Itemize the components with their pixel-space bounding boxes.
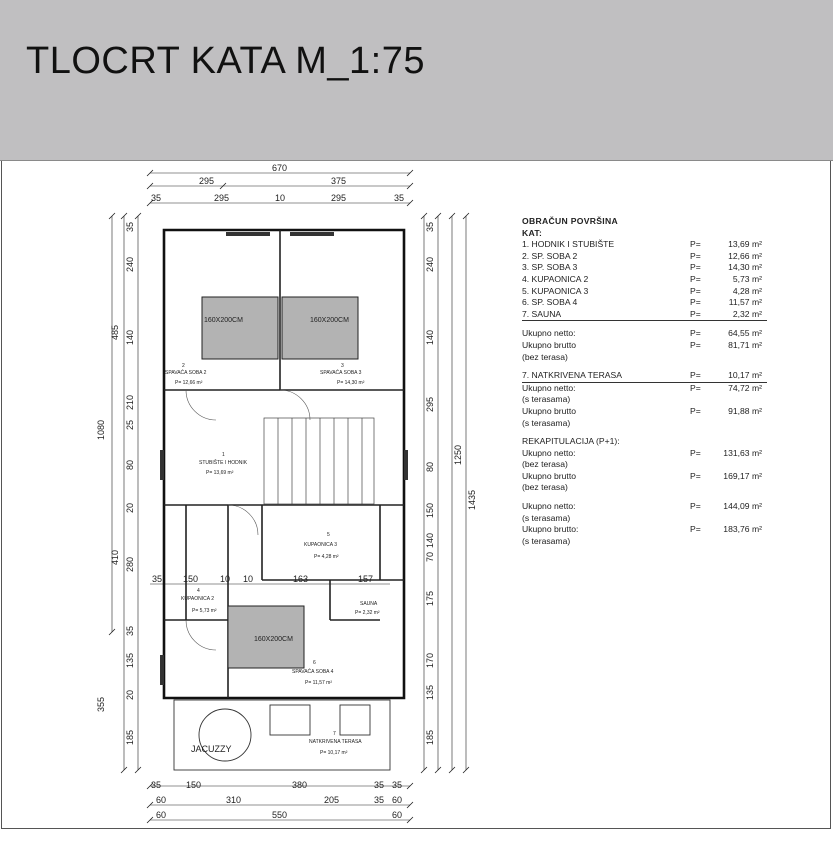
row-value: 5,73 m² — [732, 273, 762, 284]
dim-left-detail-9: 35 — [125, 625, 135, 636]
table-row — [522, 501, 767, 513]
dim-left-detail-7: 20 — [125, 502, 135, 513]
row-value: 131,63 m² — [723, 447, 762, 458]
row-label: Ukupno brutto — [522, 405, 576, 416]
dim-inner-2: 150 — [183, 574, 199, 584]
table-gap — [522, 494, 767, 501]
dim-left-detail-8: 280 — [125, 556, 135, 572]
dim-right-detail-9: 175 — [425, 590, 435, 606]
dim-left-mid-1: 485 — [110, 324, 120, 340]
row-p: P= — [690, 370, 701, 381]
jacuzzi-label: JACUZZY — [191, 744, 232, 754]
row-label: 3. SP. SOBA 3 — [522, 262, 578, 273]
row-label: (s terasama) — [522, 394, 571, 405]
dim-bottom-mid-5: 60 — [392, 795, 403, 805]
dim-right-detail-4: 295 — [425, 396, 435, 412]
row-label: Ukupno brutto: — [522, 524, 579, 535]
row-label: Ukupno netto: — [522, 382, 576, 393]
row-p: P= — [690, 250, 701, 261]
dim-left-detail-10: 135 — [125, 652, 135, 668]
row-label: Ukupno netto: — [522, 447, 576, 458]
row-p: P= — [690, 285, 701, 296]
row-p: P= — [690, 470, 701, 481]
room-name: SPAVAĆA SOBA 4 — [292, 669, 334, 675]
dim-left-detail-5: 25 — [125, 419, 135, 430]
dim-right-detail-2: 240 — [425, 256, 435, 272]
row-p: P= — [690, 308, 701, 319]
row-value: 11,57 m² — [728, 297, 762, 308]
dim-bottom-total-1: 60 — [156, 810, 167, 820]
dim-left-mid-3: 355 — [96, 696, 106, 712]
row-label: 7. SAUNA — [522, 308, 562, 319]
dim-inner-4: 10 — [243, 574, 254, 584]
dim-left-detail-6: 80 — [125, 459, 135, 470]
room-name: SPAVAĆA SOBA 2 — [165, 370, 207, 376]
bed-label-2: 160X200CM — [310, 317, 349, 324]
row-value: 13,69 m² — [728, 239, 762, 250]
row-p: P= — [690, 339, 701, 350]
table-row — [522, 274, 767, 286]
table-row — [522, 536, 767, 548]
row-value: 91,88 m² — [728, 405, 762, 416]
area-table-subheading: KAT: — [522, 227, 543, 238]
row-p: P= — [690, 524, 701, 535]
table-row — [522, 524, 767, 536]
dim-inner-3: 10 — [220, 574, 231, 584]
room-area: P= 11,57 m² — [305, 680, 333, 686]
row-label: (bez terasa) — [522, 459, 568, 470]
room-name: NATKRIVENA TERASA — [309, 739, 362, 745]
room-name: KUPAONICA 2 — [181, 596, 214, 602]
row-label: 6. SP. SOBA 4 — [522, 297, 578, 308]
dim-right-detail-3: 140 — [425, 329, 435, 345]
row-value: 10,17 m² — [728, 370, 762, 381]
row-label: 2. SP. SOBA 2 — [522, 250, 578, 261]
dim-bottom-mid-4: 35 — [374, 795, 385, 805]
dim-left-total: 1080 — [96, 419, 106, 440]
dim-right-detail-7: 140 — [425, 532, 435, 548]
room-name: STUBIŠTE I HODNIK — [199, 460, 248, 466]
row-label: Ukupno brutto — [522, 470, 576, 481]
dim-bottom-detail-3: 380 — [292, 780, 308, 790]
table-gap — [522, 321, 767, 328]
room-number: 3 — [341, 363, 344, 369]
table-row — [522, 459, 767, 471]
dim-top-detail-5: 35 — [394, 193, 405, 203]
page-title: TLOCRT KATA M_1:75 — [26, 40, 426, 82]
room-name: KUPAONICA 3 — [304, 542, 337, 548]
row-value: 12,66 m² — [728, 250, 762, 261]
row-label: 5. KUPAONICA 3 — [522, 285, 589, 296]
row-label: (s terasama) — [522, 417, 571, 428]
dim-bottom-mid-3: 205 — [324, 795, 340, 805]
dim-bottom-mid-1: 60 — [156, 795, 167, 805]
dim-inner-5: 163 — [293, 574, 309, 584]
dim-right-total: 1435 — [467, 489, 477, 510]
table-row — [522, 383, 767, 395]
dim-left-detail-4: 210 — [125, 394, 135, 410]
row-value: 14,30 m² — [728, 262, 762, 273]
dim-right-detail-11: 135 — [425, 684, 435, 700]
row-label: 4. KUPAONICA 2 — [522, 273, 589, 284]
table-row — [522, 471, 767, 483]
dim-right-detail-5: 80 — [425, 461, 435, 472]
dim-right-detail-6: 150 — [425, 502, 435, 518]
room-name: SPAVAĆA SOBA 3 — [320, 370, 362, 376]
room-number: 2 — [182, 363, 185, 369]
row-value: 74,72 m² — [728, 382, 762, 393]
table-row — [522, 394, 767, 406]
dim-bottom-mid-2: 310 — [226, 795, 242, 805]
table-row — [522, 309, 767, 322]
row-label: (s terasama) — [522, 512, 571, 523]
table-row — [522, 448, 767, 460]
dim-bottom-detail-1: 35 — [151, 780, 162, 790]
terrace-outline — [174, 700, 390, 770]
room-tag — [165, 363, 207, 386]
area-table-heading: OBRAČUN POVRŠINA — [522, 216, 618, 226]
room-number: 1 — [222, 452, 225, 458]
dim-top-seg-2: 375 — [331, 176, 347, 186]
room-tag — [199, 452, 248, 476]
stair-outline — [264, 418, 374, 504]
table-row — [522, 436, 767, 448]
row-label: REKAPITULACIJA (P+1): — [522, 436, 620, 447]
table-row — [522, 251, 767, 263]
row-label: (bez terasa) — [522, 482, 568, 493]
dim-right-detail-8: 70 — [425, 551, 435, 562]
row-value: 183,76 m² — [723, 524, 762, 535]
dim-left-detail-1: 35 — [125, 221, 135, 232]
room-area: P= 10,17 m² — [320, 750, 348, 756]
dim-right-mid: 1250 — [453, 444, 463, 465]
row-p: P= — [690, 262, 701, 273]
table-row — [522, 513, 767, 525]
table-row — [522, 482, 767, 494]
room-area: P= 5,73 m² — [192, 608, 217, 614]
dim-left-mid-2: 410 — [110, 549, 120, 565]
dim-left-detail-3: 140 — [125, 329, 135, 345]
dim-inner-6: 157 — [358, 574, 374, 584]
row-label: (s terasama) — [522, 535, 571, 546]
table-row — [522, 340, 767, 352]
row-p: P= — [690, 273, 701, 284]
dim-top-detail-4: 295 — [331, 193, 347, 203]
room-number: 4 — [197, 588, 200, 594]
table-row — [522, 418, 767, 430]
row-value: 144,09 m² — [723, 501, 762, 512]
dim-left-detail-12: 185 — [125, 729, 135, 745]
dim-top-detail-3: 10 — [275, 193, 286, 203]
table-row — [522, 406, 767, 418]
dim-top-detail-1: 35 — [151, 193, 162, 203]
table-row — [522, 286, 767, 298]
area-calculation-table — [522, 216, 767, 547]
table-row — [522, 262, 767, 274]
row-value: 81,71 m² — [728, 339, 762, 350]
table-row — [522, 370, 767, 383]
room-tag — [320, 363, 365, 386]
row-p: P= — [690, 239, 701, 250]
row-label: (bez terasa) — [522, 351, 568, 362]
row-p: P= — [690, 501, 701, 512]
row-value: 169,17 m² — [723, 470, 762, 481]
room-area: P= 13,69 m² — [206, 470, 234, 476]
dim-inner-1: 35 — [152, 574, 163, 584]
row-p: P= — [690, 297, 701, 308]
table-row — [522, 297, 767, 309]
room-area: P= 12,66 m² — [175, 380, 203, 386]
dim-bottom-detail-4: 35 — [374, 780, 385, 790]
row-p: P= — [690, 405, 701, 416]
room-area: P= 14,30 m² — [337, 380, 365, 386]
room-tag — [304, 532, 339, 560]
dim-left-detail-11: 20 — [125, 689, 135, 700]
table-row — [522, 239, 767, 251]
row-value: 2,32 m² — [732, 308, 762, 319]
room-area: P= 4,28 m² — [314, 554, 339, 560]
room-area: P= 2,32 m² — [355, 610, 380, 616]
room-number: 7 — [333, 731, 336, 737]
table-row — [522, 328, 767, 340]
room-tag — [355, 601, 380, 616]
room-number: 6 — [313, 660, 316, 666]
dim-top-total: 670 — [272, 163, 288, 173]
dim-right-detail-12: 185 — [425, 729, 435, 745]
dim-bottom-total-2: 550 — [272, 810, 288, 820]
row-label: 7. NATKRIVENA TERASA — [522, 370, 622, 381]
row-label: Ukupno brutto — [522, 339, 576, 350]
table-row — [522, 352, 767, 364]
dim-right-detail-1: 35 — [425, 221, 435, 232]
dim-top-detail-2: 295 — [214, 193, 230, 203]
table-gap — [522, 429, 767, 436]
dim-top-seg-1: 295 — [199, 176, 215, 186]
row-p: P= — [690, 382, 701, 393]
row-label: Ukupno netto: — [522, 501, 576, 512]
row-value: 4,28 m² — [732, 285, 762, 296]
table-gap — [522, 363, 767, 370]
row-label: Ukupno netto: — [522, 328, 576, 339]
dim-bottom-total-3: 60 — [392, 810, 403, 820]
dim-bottom-detail-2: 150 — [186, 780, 202, 790]
row-value: 64,55 m² — [728, 328, 762, 339]
bed-label-3: 160X200CM — [254, 636, 293, 643]
dim-bottom-detail-5: 35 — [392, 780, 403, 790]
room-number: 5 — [327, 532, 330, 538]
bed-label-1: 160X200CM — [204, 317, 243, 324]
row-label: 1. HODNIK I STUBIŠTE — [522, 239, 615, 250]
row-p: P= — [690, 447, 701, 458]
room-name: SAUNA — [360, 601, 378, 607]
row-p: P= — [690, 328, 701, 339]
dim-right-detail-10: 170 — [425, 652, 435, 668]
dim-left-detail-2: 240 — [125, 256, 135, 272]
area-table-rows — [522, 239, 767, 547]
